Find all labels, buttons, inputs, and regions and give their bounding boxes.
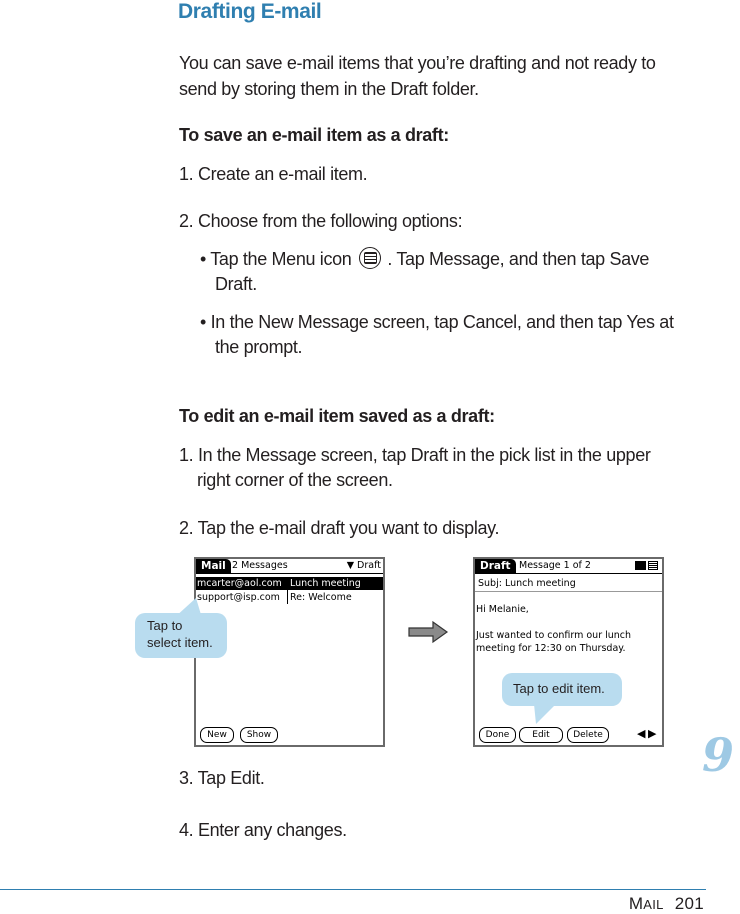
footer-label-rest: AIL — [643, 897, 664, 912]
bullet-1-line-2: Draft. — [215, 274, 257, 294]
message-position: Message 1 of 2 — [519, 560, 591, 571]
right-arrow-icon — [407, 619, 449, 645]
bullet-2-line-2: the prompt. — [215, 337, 303, 357]
bullet-menu-icon — [200, 247, 649, 272]
mail-title: Mail — [196, 559, 231, 573]
bullet-2-line-1: • In the New Message screen, tap Cancel, and then tap Yes at — [200, 312, 674, 332]
save-step-1: 1. Create an e-mail item. — [179, 164, 368, 184]
callout-edit-text: Tap to edit item. — [513, 681, 605, 696]
edit-draft-heading: To edit an e-mail item saved as a draft: — [179, 406, 495, 426]
table-row[interactable] — [196, 577, 383, 590]
prev-message-icon[interactable]: ◀ — [637, 727, 646, 740]
new-button[interactable]: New — [200, 727, 234, 743]
row-1-subject: Lunch meeting — [290, 578, 361, 589]
row-2-subject: Re: Welcome — [290, 592, 352, 603]
edit-button[interactable]: Edit — [519, 727, 563, 743]
show-button[interactable]: Show — [240, 727, 278, 743]
callout-select-line-2: select item. — [147, 635, 213, 650]
row-1-from: mcarter@aol.com — [197, 578, 282, 589]
edit-step-4: 4. Enter any changes. — [179, 820, 347, 840]
bullet-1-text-a: • Tap the Menu icon — [200, 249, 352, 269]
small-header-icon[interactable] — [635, 561, 646, 570]
menu-icon — [359, 247, 381, 269]
message-count: 2 Messages — [232, 560, 288, 571]
edit-step-2: 2. Tap the e-mail draft you want to display. — [179, 518, 500, 538]
picker-arrow-icon: ▼ — [346, 560, 358, 571]
intro-line-2: send by storing them in the Draft folder. — [179, 79, 479, 99]
footer — [629, 894, 704, 914]
draft-message-screen — [473, 557, 664, 747]
save-draft-heading: To save an e-mail item as a draft: — [179, 125, 449, 145]
row-2-from: support@isp.com — [197, 592, 280, 603]
done-button[interactable]: Done — [479, 727, 516, 743]
callout-select-item — [135, 613, 227, 658]
folder-picker-label: Draft — [357, 560, 381, 571]
message-body-line-1: Just wanted to confirm our lunch — [476, 630, 632, 641]
bullet-1-text-b: . Tap Message, and then tap Save — [387, 249, 650, 269]
callout-select-line-1: Tap to — [147, 618, 183, 633]
footer-label-initial: M — [628, 894, 644, 913]
edit-step-3: 3. Tap Edit. — [179, 768, 265, 788]
chapter-number: 9 — [702, 728, 735, 782]
next-message-icon[interactable]: ▶ — [648, 727, 657, 740]
draft-title-bar — [475, 559, 662, 574]
message-body-line-2: meeting for 12:30 on Thursday. — [476, 643, 626, 654]
header-divider — [475, 591, 662, 592]
intro-line-1: You can save e-mail items that you’re drafting and not ready to — [179, 53, 656, 73]
message-greeting: Hi Melanie, — [476, 604, 529, 615]
section-title: Drafting E-mail — [178, 0, 322, 23]
folder-picker[interactable] — [347, 560, 381, 571]
mail-title-bar — [196, 559, 383, 574]
full-header-icon[interactable] — [648, 561, 658, 570]
draft-title: Draft — [475, 559, 516, 573]
delete-button[interactable]: Delete — [567, 727, 609, 743]
save-step-2: 2. Choose from the following options: — [179, 211, 463, 231]
edit-step-1-line-1: 1. In the Message screen, tap Draft in the pick list in the upper — [179, 445, 651, 465]
edit-step-1-line-2: right corner of the screen. — [197, 470, 393, 490]
page-number: 201 — [674, 894, 704, 913]
callout-edit-pointer — [528, 700, 568, 730]
message-subject: Subj: Lunch meeting — [478, 578, 576, 589]
footer-rule — [0, 889, 706, 890]
